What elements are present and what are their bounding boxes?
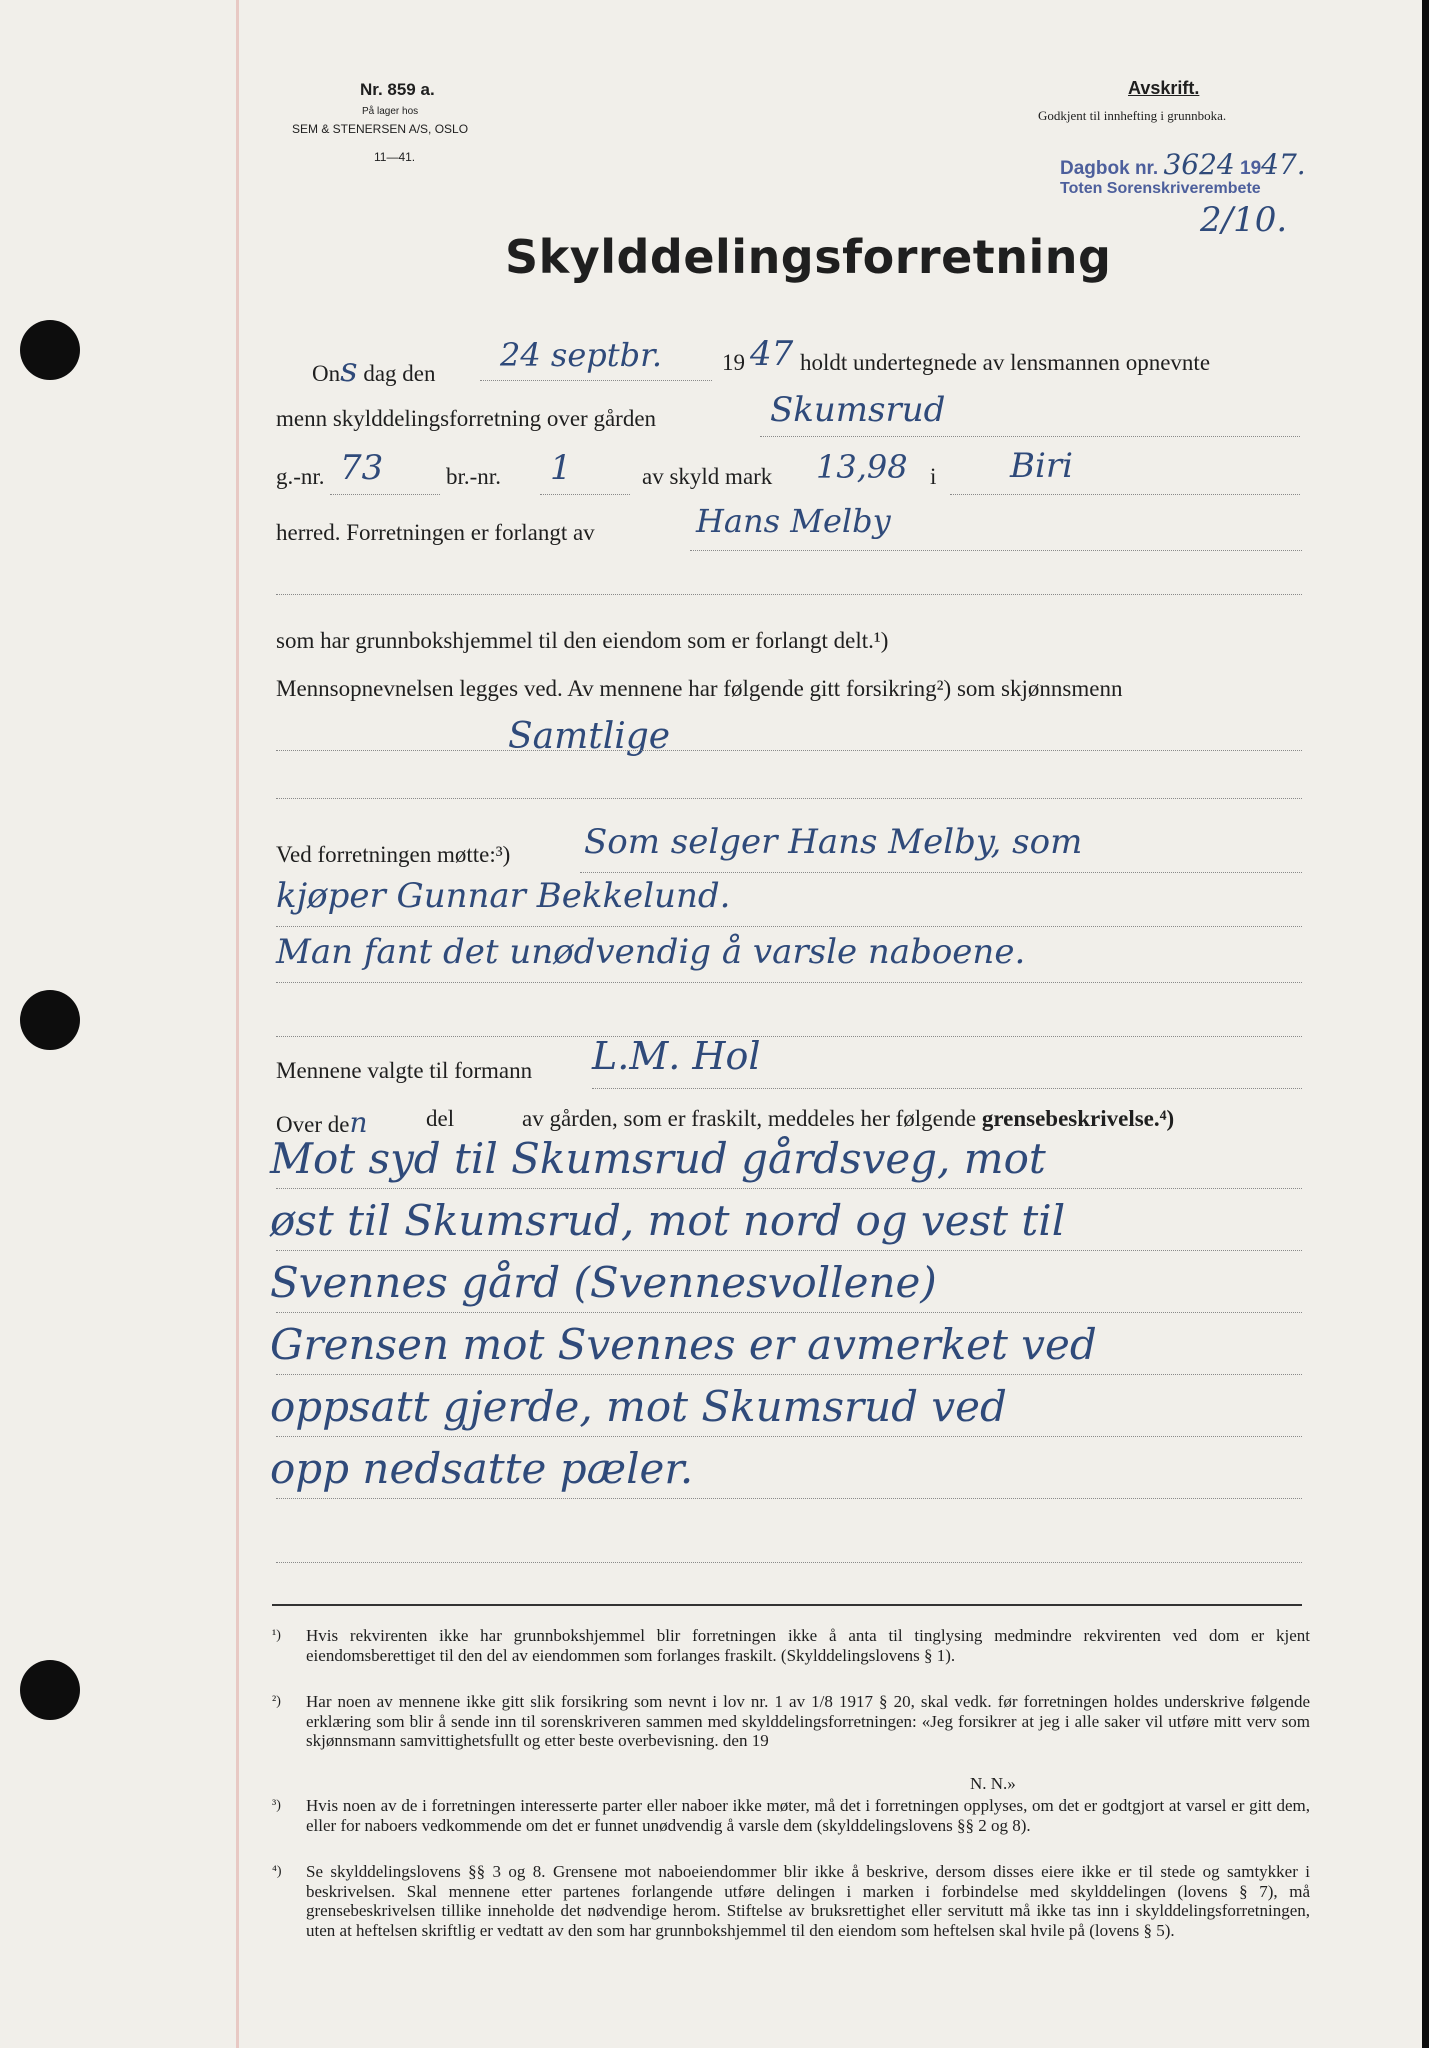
- fill-line: [276, 1374, 1302, 1375]
- attendees-hand-1: Som selger Hans Melby, som: [584, 822, 1083, 862]
- stamp-date: 2/10.: [1200, 200, 1288, 240]
- label-skyld-mark: av skyld mark: [642, 464, 773, 489]
- footnote-number: ¹): [272, 1628, 281, 1643]
- fill-line: [950, 494, 1300, 495]
- fill-line: [580, 872, 1302, 873]
- label-del: del: [426, 1106, 455, 1131]
- fill-line: [276, 1436, 1302, 1437]
- weekday-hand: s: [340, 350, 358, 390]
- farm-hand: Skumsrud: [770, 390, 946, 430]
- fill-line: [276, 926, 1302, 927]
- requester-hand: Hans Melby: [696, 502, 891, 540]
- label-brnr: br.-nr.: [446, 464, 501, 489]
- footnote-3: [272, 1796, 1312, 1856]
- over-den-hand: n: [349, 1106, 368, 1139]
- fill-line: [330, 494, 440, 495]
- fill-line: [276, 798, 1302, 799]
- footnote-number: ²): [272, 1694, 281, 1709]
- fill-line: [480, 380, 712, 381]
- fill-line: [276, 594, 1302, 595]
- boundary-line-2: øst til Skumsrud, mot nord og vest til: [270, 1196, 1066, 1245]
- label-over-garden: menn skylddelingsforretning over gården: [276, 406, 657, 431]
- stamp-dagbok: [1060, 148, 1306, 181]
- attendees-hand-3: Man fant det unødvendig å varsle naboene.: [276, 932, 1026, 972]
- footnote-text: Se skylddelingslovens §§ 3 og 8. Grensene mot naboeiendommer blir ikke å beskrive, dersom disses eiere ikke er til stede og samtykker i beskrivelsen. Skal mennene etter partenes forlangende utføre delingen i marken i forbindelse med skylddelingen (lovens § 7), må grensebeskrivelsen tillike inneholde det nødvendige herom. Stiftelse av bruksrettighet eller servitutt må ikke tas inn i skylddelingsforretningen, uten at heftelsen skriftlig er vedtatt av den som har grunnbokshjemmel til den eiendom som heftelsen skal hvile på (lovens § 5).: [306, 1862, 1310, 1940]
- attendees-hand-2: kjøper Gunnar Bekkelund.: [276, 876, 731, 916]
- footnote-number: ⁴): [272, 1864, 282, 1879]
- chairman-hand: L.M. Hol: [592, 1034, 761, 1078]
- label-dag-den: dag den: [363, 361, 436, 386]
- fill-line: [276, 982, 1302, 983]
- punch-hole: [20, 1660, 80, 1720]
- label-formann: Mennene valgte til formann: [276, 1058, 533, 1083]
- fill-line: [276, 1036, 1302, 1037]
- label-grensebeskrivelse-bold: grensebeskrivelse.: [981, 1106, 1160, 1131]
- footnote-text: Har noen av mennene ikke gitt slik forsikring som nevnt i lov nr. 1 av 1/8 1917 § 20, skal vedk. før forretningen holdes underskrive følgende erklæring som blir å sende inn til sorenskriveren sammen med skylddelingsforretningen: «Jeg forsikrer at jeg i alle saker vil utføre mitt verv som skjønnsmann samvittighetsfullt og etter beste overbevisning. den 19: [306, 1692, 1310, 1750]
- footnote-2-signature: N. N.»: [970, 1774, 1016, 1793]
- approval-note: Godkjent til innhefting i grunnboka.: [1038, 108, 1227, 123]
- label-over-de: Over de: [276, 1112, 350, 1137]
- label-grensebeskrivelse: [522, 1106, 1174, 1132]
- label-i: i: [930, 464, 937, 489]
- stamp-dagbok-prefix: Dagbok nr.: [1060, 158, 1159, 179]
- form-number: Nr. 859 a.: [360, 80, 435, 99]
- fill-line: [276, 1312, 1302, 1313]
- label-motte: Ved forretningen møtte:³): [276, 842, 511, 867]
- sworn-hand: Samtlige: [508, 716, 671, 757]
- fill-line: [276, 1250, 1302, 1251]
- avskrift-label: Avskrift.: [1128, 78, 1200, 98]
- bnr-hand: 1: [550, 448, 572, 488]
- footnote-4: [272, 1862, 1312, 1982]
- label-gnr: g.-nr.: [276, 464, 325, 489]
- boundary-line-6: opp nedsatte pæler.: [270, 1444, 694, 1493]
- margin-line: [236, 0, 239, 2048]
- fill-line: [276, 1562, 1302, 1563]
- footnote-text: Hvis rekvirenten ikke har grunnbokshjemmel blir forretningen ikke å anta til tinglysing medmindre rekvirenten ved dom er kjent eiendomsberettiget til den del av eiendommen som forlanges fraskilt. (Skylddelingslovens § 1).: [306, 1626, 1310, 1665]
- stamp-dagbok-number: 3624: [1163, 148, 1235, 181]
- herred-hand: Biri: [1010, 446, 1073, 486]
- footnote-2: [272, 1692, 1312, 1772]
- mark-hand: 13,98: [816, 448, 908, 486]
- year-print: 19: [722, 350, 745, 375]
- footnote-ref-4: ⁴): [1159, 1106, 1175, 1131]
- form-line-date: [312, 350, 436, 390]
- publisher-date: 11—41.: [374, 150, 416, 164]
- fill-line: [760, 436, 1300, 437]
- boundary-line-3: Svennes gård (Svennesvollene): [270, 1258, 937, 1307]
- footnote-number: ³): [272, 1798, 281, 1813]
- stamp-year-prefix: 19: [1240, 158, 1262, 179]
- label-forlangt: herred. Forretningen er forlangt av: [276, 520, 595, 545]
- weekday-prefix: On: [312, 361, 341, 386]
- footnote-text: Hvis noen av de i forretningen interesserte parter eller naboer ikke møter, må det i forretningen opplyses, om det er godtgjort at varsel er gitt dem, eller for naboers vedkommende om det er funnet unødvendig å varsle dem (skylddelingslovens §§ 2 og 8).: [306, 1796, 1310, 1835]
- fill-line: [276, 1498, 1302, 1499]
- punch-hole: [20, 320, 80, 380]
- page-title: Skylddelingsforretning: [505, 230, 1112, 284]
- date-hand: 24 septbr.: [500, 336, 663, 374]
- footnote-separator: [272, 1604, 1302, 1606]
- fill-line: [540, 494, 630, 495]
- boundary-line-5: oppsatt gjerde, mot Skumsrud ved: [270, 1382, 1007, 1431]
- fill-line: [276, 750, 1302, 751]
- year-hand: 47: [750, 334, 794, 374]
- label-fraskilt: av gården, som er fraskilt, meddeles her følgende: [522, 1106, 977, 1131]
- stamp-year: 47.: [1261, 148, 1306, 181]
- fill-line: [690, 550, 1302, 551]
- label-grunnbokshjemmel: som har grunnbokshjemmel til den eiendom som er forlangt delt.¹): [276, 628, 889, 653]
- boundary-line-4: Grensen mot Svennes er avmerket ved: [270, 1320, 1097, 1369]
- gnr-hand: 73: [340, 448, 384, 488]
- punch-hole: [20, 990, 80, 1050]
- label-mennsopnevnelsen: Mennsopnevnelsen legges ved. Av mennene har følgende gitt forsikring²) som skjønnsmenn: [276, 676, 1123, 701]
- publisher-name: SEM & STENERSEN A/S, OSLO: [292, 122, 469, 136]
- publisher-line1: På lager hos: [362, 106, 419, 117]
- stamp-office: Toten Sorenskriverembete: [1060, 180, 1261, 197]
- footnote-1: [272, 1626, 1312, 1686]
- fill-line: [592, 1088, 1302, 1089]
- fill-line: [276, 1188, 1302, 1189]
- boundary-line-1: Mot syd til Skumsrud gårdsveg, mot: [270, 1134, 1046, 1183]
- label-holdt: holdt undertegnede av lensmannen opnevnte: [800, 350, 1211, 375]
